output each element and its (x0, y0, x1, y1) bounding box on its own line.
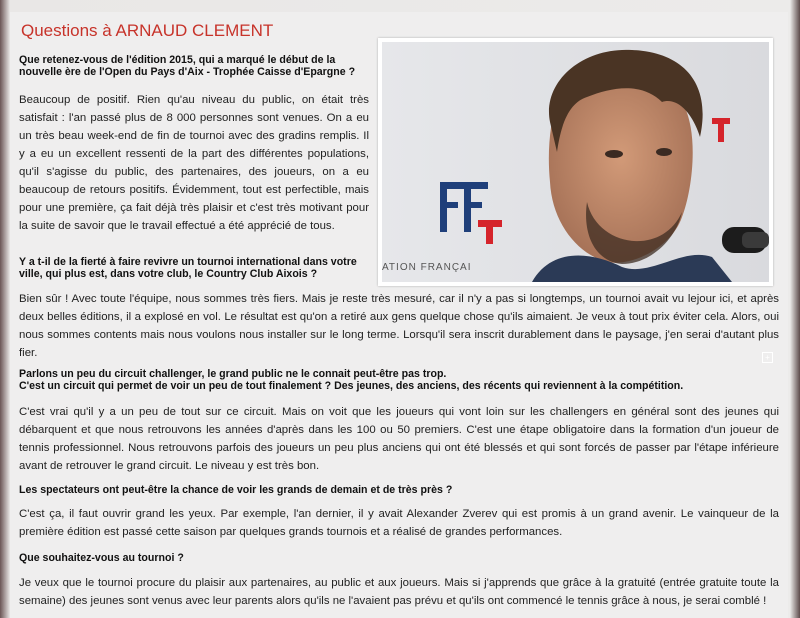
expand-icon[interactable]: + (762, 352, 773, 363)
question-3: Parlons un peu du circuit challenger, le grand public ne le connait peut-être pas trop. (19, 368, 447, 380)
answer-2: Bien sûr ! Avec toute l'équipe, nous sommes très fiers. Mais je reste très mesuré, car il n'y a pas si longtemps, un tournoi avait vu lejour ici, et après deux belles éditions, il a explosé en vol. Le résultat est qu'on a retiré aux gens quelque chose qu'ils aimaient. Je veux à tout prix éviter cela. Alors, oui nous sommes contents mais nous voulons nous installer sur le long terme. Lorsqu'il sera inscrit durablement dans le paysage, j'en serai d'autant plus fier. (19, 293, 779, 359)
interview-photo (378, 38, 773, 286)
player-portrait-image (382, 42, 769, 282)
page-title: Questions à ARNAUD CLEMENT (21, 21, 274, 40)
banner-text: ATION FRANÇAI (382, 262, 472, 273)
answer-5: Je veux que le tournoi procure du plaisir aux partenaires, au public et aux joueurs. Mais si j'apprends que grâce à la gratuité (entrée gratuite toute la semaine) des jeunes sont venus avec leur parents alors qu'ils ne l'avaient pas prévu et qu'ils ont commencé le tennis grâce à nous, je serai comblé ! (19, 577, 779, 607)
question-5: Que souhaitez-vous au tournoi ? (19, 552, 184, 564)
question-3-block (19, 368, 779, 392)
question-1: Que retenez-vous de l'édition 2015, qui a marqué le début de la nouvelle ère de l'Open du Pays d'Aix - Trophée Caisse d'Epargne ? (19, 54, 356, 78)
question-3-continued: C'est un circuit qui permet de voir un peu de tout finalement ? Des jeunes, des anciens, des récents qui reviennent à la compétition. (19, 380, 684, 392)
question-4: Les spectateurs ont peut-être la chance de voir les grands de demain et de très près ? (19, 484, 453, 496)
answer-3: C'est vrai qu'il y a un peu de tout sur ce circuit. Mais on voit que les joueurs qui vont loin sur les challengers en général sont des jeunes qui débarquent et que nous retrouvons les années d'après dans les 100 ou 50 premiers. C'est une étape obligatoire dans la formation d'un joueur de tennis professionnel. Nous retrouvons parfois des joueurs un peu plus anciens qui ont été blessés et qui sont forcés de passer par l'étape inférieure avant de retrouver le grand circuit. Le niveau y est très bon. (19, 406, 779, 472)
question-2: Y a t-il de la fierté à faire revivre un tournoi international dans votre ville, qui plus est, dans votre club, le Country Club Aixois ? (19, 256, 357, 280)
answer-1: Beaucoup de positif. Rien qu'au niveau du public, on était très satisfait : l'an passé plus de 8 000 personnes sont venues. On a eu un très beau week-end de fin de tournoi avec des gradins remplis. Il y a eu un excellent ressenti de la part des différentes populations, qu'il s'agisse du public, des partenaires, des joueurs, on a eu beaucoup de retours positifs. Évidemment, tout est perfectible, mais pour une première, ça fait déjà très plaisir et c'est très motivant pour la suite de savoir que le travail effectué a été apprécié de tous. (19, 94, 369, 232)
answer-4: C'est ça, il faut ouvrir grand les yeux. Par exemple, l'an dernier, il y avait Alexander Zverev qui est promis à un grand avenir. Le vainqueur de la première édition est passé cette saison par quelques grands tournois et a réalisé de grandes performances. (19, 508, 779, 538)
article-panel (10, 12, 788, 618)
